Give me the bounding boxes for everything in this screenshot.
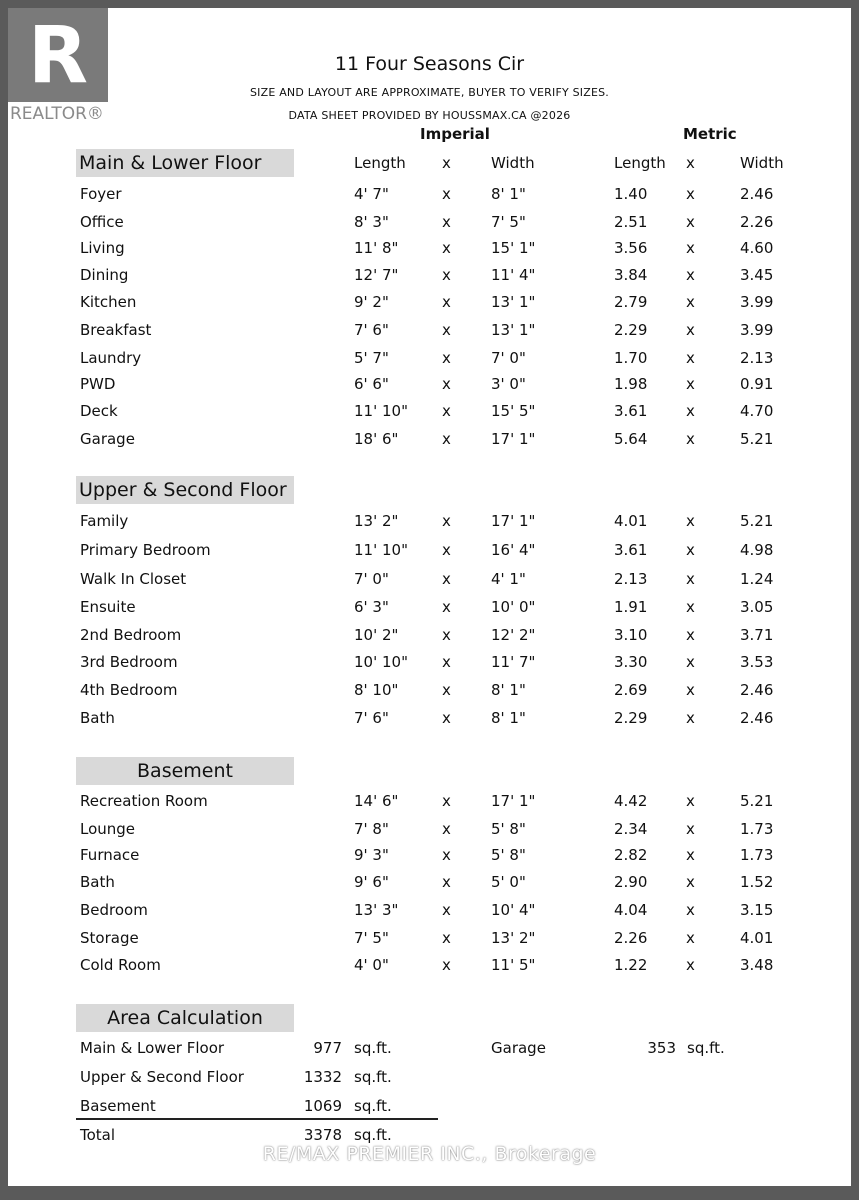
times-sign: x	[686, 185, 695, 203]
imperial-width: 8' 1"	[491, 681, 526, 699]
room-name: Bedroom	[80, 901, 148, 919]
metric-length: 2.69	[614, 681, 648, 699]
times-sign: x	[686, 598, 695, 616]
imperial-length: 10' 2"	[354, 626, 399, 644]
metric-length: 1.22	[614, 956, 648, 974]
metric-length: 5.64	[614, 430, 648, 448]
total-label: Total	[80, 1126, 116, 1144]
area-unit: sq.ft.	[354, 1068, 392, 1086]
imperial-width: 11' 4"	[491, 266, 536, 284]
metric-width: 5.21	[740, 512, 774, 530]
imperial-width: 17' 1"	[491, 430, 536, 448]
times-sign: x	[686, 709, 695, 727]
metric-length: 2.26	[614, 929, 648, 947]
times-sign: x	[686, 901, 695, 919]
room-name: Laundry	[80, 349, 142, 367]
width-column-header: Width	[740, 154, 784, 172]
x-column-header: x	[686, 154, 695, 172]
room-name: Walk In Closet	[80, 570, 187, 588]
metric-width: 3.53	[740, 653, 774, 671]
times-sign: x	[442, 956, 451, 974]
times-sign: x	[686, 873, 695, 891]
metric-width: 2.46	[740, 185, 774, 203]
times-sign: x	[686, 653, 695, 671]
imperial-length: 10' 10"	[354, 653, 408, 671]
area-unit: sq.ft.	[354, 1097, 392, 1115]
metric-length: 2.79	[614, 293, 648, 311]
area-label: Basement	[80, 1097, 156, 1115]
times-sign: x	[686, 626, 695, 644]
imperial-width: 13' 1"	[491, 321, 536, 339]
times-sign: x	[442, 570, 451, 588]
times-sign: x	[442, 185, 451, 203]
metric-width: 4.98	[740, 541, 774, 559]
room-name: Lounge	[80, 820, 136, 838]
metric-width: 4.70	[740, 402, 774, 420]
times-sign: x	[686, 681, 695, 699]
imperial-width: 5' 8"	[491, 820, 526, 838]
area-value: 1332	[303, 1068, 342, 1086]
times-sign: x	[686, 266, 695, 284]
room-name: Storage	[80, 929, 139, 947]
metric-length: 4.01	[614, 512, 648, 530]
times-sign: x	[686, 929, 695, 947]
metric-width: 5.21	[740, 792, 774, 810]
room-name: Foyer	[80, 185, 122, 203]
times-sign: x	[686, 512, 695, 530]
times-sign: x	[686, 846, 695, 864]
times-sign: x	[442, 846, 451, 864]
times-sign: x	[686, 820, 695, 838]
section-heading: Main & Lower Floor	[76, 149, 294, 177]
imperial-width: 5' 8"	[491, 846, 526, 864]
garage-area-value: 353	[647, 1039, 676, 1057]
imperial-length: 6' 6"	[354, 375, 389, 393]
imperial-width: 12' 2"	[491, 626, 536, 644]
metric-length: 2.29	[614, 321, 648, 339]
room-name: Furnace	[80, 846, 140, 864]
metric-width: 2.46	[740, 681, 774, 699]
metric-width: 2.26	[740, 213, 774, 231]
times-sign: x	[686, 792, 695, 810]
realtor-logo-text: REALTOR®	[10, 104, 104, 124]
room-name: Kitchen	[80, 293, 137, 311]
area-unit: sq.ft.	[354, 1039, 392, 1057]
times-sign: x	[442, 681, 451, 699]
imperial-length: 13' 3"	[354, 901, 399, 919]
times-sign: x	[442, 239, 451, 257]
width-column-header: Width	[491, 154, 535, 172]
page-title: 11 Four Seasons Cir	[334, 53, 525, 75]
length-column-header: Length	[614, 154, 666, 172]
times-sign: x	[442, 213, 451, 231]
garage-area-label: Garage	[491, 1039, 546, 1057]
times-sign: x	[442, 792, 451, 810]
times-sign: x	[442, 901, 451, 919]
imperial-width: 5' 0"	[491, 873, 526, 891]
imperial-width: 17' 1"	[491, 792, 536, 810]
imperial-length: 4' 7"	[354, 185, 389, 203]
times-sign: x	[442, 430, 451, 448]
room-name: Dining	[80, 266, 129, 284]
area-heading: Area Calculation	[76, 1004, 294, 1032]
metric-width: 3.99	[740, 321, 774, 339]
imperial-width: 10' 4"	[491, 901, 536, 919]
imperial-width: 4' 1"	[491, 570, 526, 588]
room-name: Family	[80, 512, 129, 530]
imperial-width: 11' 7"	[491, 653, 536, 671]
metric-width: 3.71	[740, 626, 774, 644]
imperial-length: 7' 6"	[354, 709, 389, 727]
times-sign: x	[442, 321, 451, 339]
metric-width: 3.15	[740, 901, 774, 919]
imperial-length: 8' 3"	[354, 213, 389, 231]
metric-width: 5.21	[740, 430, 774, 448]
times-sign: x	[442, 709, 451, 727]
room-name: 4th Bedroom	[80, 681, 178, 699]
room-name: Breakfast	[80, 321, 152, 339]
x-column-header: x	[442, 154, 451, 172]
metric-length: 3.30	[614, 653, 648, 671]
times-sign: x	[686, 321, 695, 339]
metric-length: 2.51	[614, 213, 648, 231]
imperial-width: 15' 5"	[491, 402, 536, 420]
metric-length: 2.82	[614, 846, 648, 864]
metric-length: 3.84	[614, 266, 648, 284]
area-value: 1069	[303, 1097, 342, 1115]
imperial-width: 3' 0"	[491, 375, 526, 393]
times-sign: x	[442, 293, 451, 311]
times-sign: x	[686, 570, 695, 588]
metric-width: 1.52	[740, 873, 774, 891]
room-name: Bath	[80, 873, 115, 891]
area-label: Main & Lower Floor	[80, 1039, 225, 1057]
metric-length: 3.61	[614, 541, 648, 559]
metric-length: 2.13	[614, 570, 648, 588]
times-sign: x	[686, 349, 695, 367]
area-label: Upper & Second Floor	[80, 1068, 244, 1086]
room-name: 3rd Bedroom	[80, 653, 178, 671]
metric-width: 1.73	[740, 846, 774, 864]
times-sign: x	[442, 929, 451, 947]
times-sign: x	[442, 512, 451, 530]
metric-length: 2.90	[614, 873, 648, 891]
times-sign: x	[442, 653, 451, 671]
metric-width: 4.60	[740, 239, 774, 257]
imperial-length: 8' 10"	[354, 681, 399, 699]
room-name: Living	[80, 239, 125, 257]
times-sign: x	[442, 598, 451, 616]
imperial-length: 13' 2"	[354, 512, 399, 530]
metric-width: 3.05	[740, 598, 774, 616]
imperial-length: 7' 0"	[354, 570, 389, 588]
metric-length: 4.04	[614, 901, 648, 919]
times-sign: x	[686, 956, 695, 974]
times-sign: x	[686, 375, 695, 393]
metric-length: 1.98	[614, 375, 648, 393]
length-column-header: Length	[354, 154, 406, 172]
imperial-length: 7' 5"	[354, 929, 389, 947]
total-divider	[76, 1118, 438, 1120]
metric-width: 2.13	[740, 349, 774, 367]
imperial-length: 11' 10"	[354, 402, 408, 420]
metric-length: 1.91	[614, 598, 648, 616]
metric-length: 2.34	[614, 820, 648, 838]
times-sign: x	[442, 626, 451, 644]
imperial-width: 8' 1"	[491, 185, 526, 203]
metric-width: 0.91	[740, 375, 774, 393]
metric-length: 3.56	[614, 239, 648, 257]
imperial-width: 7' 5"	[491, 213, 526, 231]
imperial-length: 11' 10"	[354, 541, 408, 559]
imperial-length: 5' 7"	[354, 349, 389, 367]
metric-width: 3.99	[740, 293, 774, 311]
imperial-length: 7' 8"	[354, 820, 389, 838]
times-sign: x	[686, 239, 695, 257]
times-sign: x	[442, 402, 451, 420]
room-name: Primary Bedroom	[80, 541, 211, 559]
imperial-length: 11' 8"	[354, 239, 399, 257]
metric-length: 3.61	[614, 402, 648, 420]
data-sheet-page	[8, 8, 851, 1186]
area-value: 977	[313, 1039, 342, 1057]
metric-header: Metric	[683, 125, 737, 143]
metric-width: 3.45	[740, 266, 774, 284]
imperial-length: 6' 3"	[354, 598, 389, 616]
times-sign: x	[686, 541, 695, 559]
times-sign: x	[686, 213, 695, 231]
imperial-length: 12' 7"	[354, 266, 399, 284]
metric-width: 1.24	[740, 570, 774, 588]
room-name: Office	[80, 213, 124, 231]
room-name: Garage	[80, 430, 135, 448]
garage-area-unit: sq.ft.	[687, 1039, 725, 1057]
imperial-width: 11' 5"	[491, 956, 536, 974]
times-sign: x	[442, 541, 451, 559]
total-unit: sq.ft.	[354, 1126, 392, 1144]
imperial-length: 14' 6"	[354, 792, 399, 810]
metric-width: 1.73	[740, 820, 774, 838]
imperial-length: 4' 0"	[354, 956, 389, 974]
realtor-logo-mark: R	[27, 11, 89, 101]
room-name: Cold Room	[80, 956, 161, 974]
room-name: Deck	[80, 402, 118, 420]
metric-width: 3.48	[740, 956, 774, 974]
disclaimer-text: SIZE AND LAYOUT ARE APPROXIMATE, BUYER TO VERIFY SIZES.	[249, 86, 609, 99]
room-name: Recreation Room	[80, 792, 208, 810]
section-heading: Basement	[76, 757, 294, 785]
imperial-length: 7' 6"	[354, 321, 389, 339]
room-name: PWD	[80, 375, 116, 393]
times-sign: x	[686, 402, 695, 420]
times-sign: x	[442, 349, 451, 367]
imperial-width: 13' 2"	[491, 929, 536, 947]
source-text: DATA SHEET PROVIDED BY HOUSSMAX.CA @2026	[288, 109, 571, 122]
metric-width: 2.46	[740, 709, 774, 727]
total-value: 3378	[303, 1126, 342, 1144]
metric-length: 4.42	[614, 792, 648, 810]
imperial-width: 10' 0"	[491, 598, 536, 616]
room-name: Bath	[80, 709, 115, 727]
metric-width: 4.01	[740, 929, 774, 947]
imperial-width: 8' 1"	[491, 709, 526, 727]
imperial-length: 9' 3"	[354, 846, 389, 864]
times-sign: x	[442, 873, 451, 891]
imperial-length: 9' 2"	[354, 293, 389, 311]
metric-length: 2.29	[614, 709, 648, 727]
imperial-width: 15' 1"	[491, 239, 536, 257]
imperial-header: Imperial	[420, 125, 490, 143]
section-heading: Upper & Second Floor	[76, 476, 294, 504]
times-sign: x	[442, 820, 451, 838]
times-sign: x	[686, 430, 695, 448]
metric-length: 1.70	[614, 349, 648, 367]
brokerage-watermark: RE/MAX PREMIER INC., Brokerage	[262, 1143, 597, 1165]
imperial-width: 16' 4"	[491, 541, 536, 559]
times-sign: x	[442, 266, 451, 284]
times-sign: x	[686, 293, 695, 311]
times-sign: x	[442, 375, 451, 393]
metric-length: 3.10	[614, 626, 648, 644]
room-name: Ensuite	[80, 598, 136, 616]
metric-length: 1.40	[614, 185, 648, 203]
imperial-width: 7' 0"	[491, 349, 526, 367]
imperial-length: 9' 6"	[354, 873, 389, 891]
imperial-length: 18' 6"	[354, 430, 399, 448]
imperial-width: 13' 1"	[491, 293, 536, 311]
room-name: 2nd Bedroom	[80, 626, 182, 644]
imperial-width: 17' 1"	[491, 512, 536, 530]
